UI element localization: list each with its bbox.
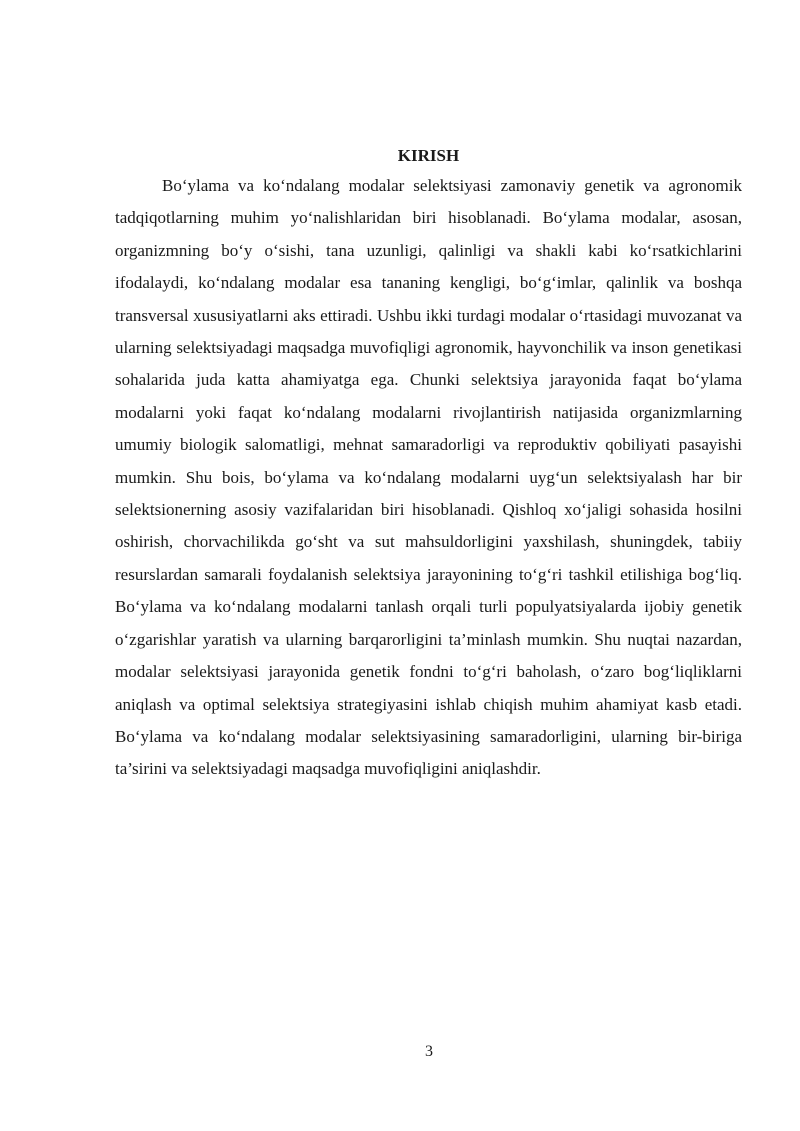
section-heading: KIRISH: [397, 146, 460, 165]
page-number: 3: [425, 1043, 433, 1060]
body-paragraph: Bo‘ylama va ko‘ndalang modalar selektsiyasi zamonaviy genetik va agronomik tadqiqotlarning muhim yo‘nalishlaridan biri hisoblanadi. Bo‘ylama modalar, asosan, organizmning bo‘y o‘sishi, tana uzunligi, qalinligi va shakli kabi ko‘rsatkichlarini ifodalaydi, ko‘ndalang modalar esa tananing kengligi, bo‘g‘imlar, qalinlik va boshqa transversal xususiyatlarni aks ettiradi. Ushbu ikki turdagi modalar o‘rtasidagi muvozanat va ularning selektsiyadagi maqsadga muvofiqligi agronomik, hayvonchilik va inson genetikasi sohalarida juda katta ahamiyatga ega. Chunki selektsiya jarayonida faqat bo‘ylama modalarni yoki faqat ko‘ndalang modalarni rivojlantirish natijasida organizmlarning umumiy biologik salomatligi, mehnat samaradorligi va reproduktiv qobiliyati pasayishi mumkin. Shu bois, bo‘ylama va ko‘ndalang modalarni uyg‘un selektsiyalash har bir selektsionerning asosiy vazifalaridan biri hisoblanadi. Qishloq xo‘jaligi sohasida hosilni oshirish, chorvachilikda go‘sht va sut mahsuldorligini yaxshilash, shuningdek, tabiiy resurslardan samarali foydalanish selektsiya jarayonining to‘g‘ri tashkil etilishiga bog‘liq. Bo‘ylama va ko‘ndalang modalarni tanlash orqali turli populyatsiyalarda ijobiy genetik o‘zgarishlar yaratish va ularning barqarorligini ta’minlash mumkin. Shu nuqtai nazardan, modalar selektsiyasi jarayonida genetik fondni to‘g‘ri baholash, o‘zaro bog‘liqliklarni aniqlash va optimal selektsiya strategiyasini ishlab chiqish muhim ahamiyat kasb etadi. Bo‘ylama va ko‘ndalang modalar selektsiyasining samaradorligini, ularning bir-biriga ta’sirini va selektsiyadagi maqsadga muvofiqligini aniqlashdir.: [115, 176, 742, 779]
